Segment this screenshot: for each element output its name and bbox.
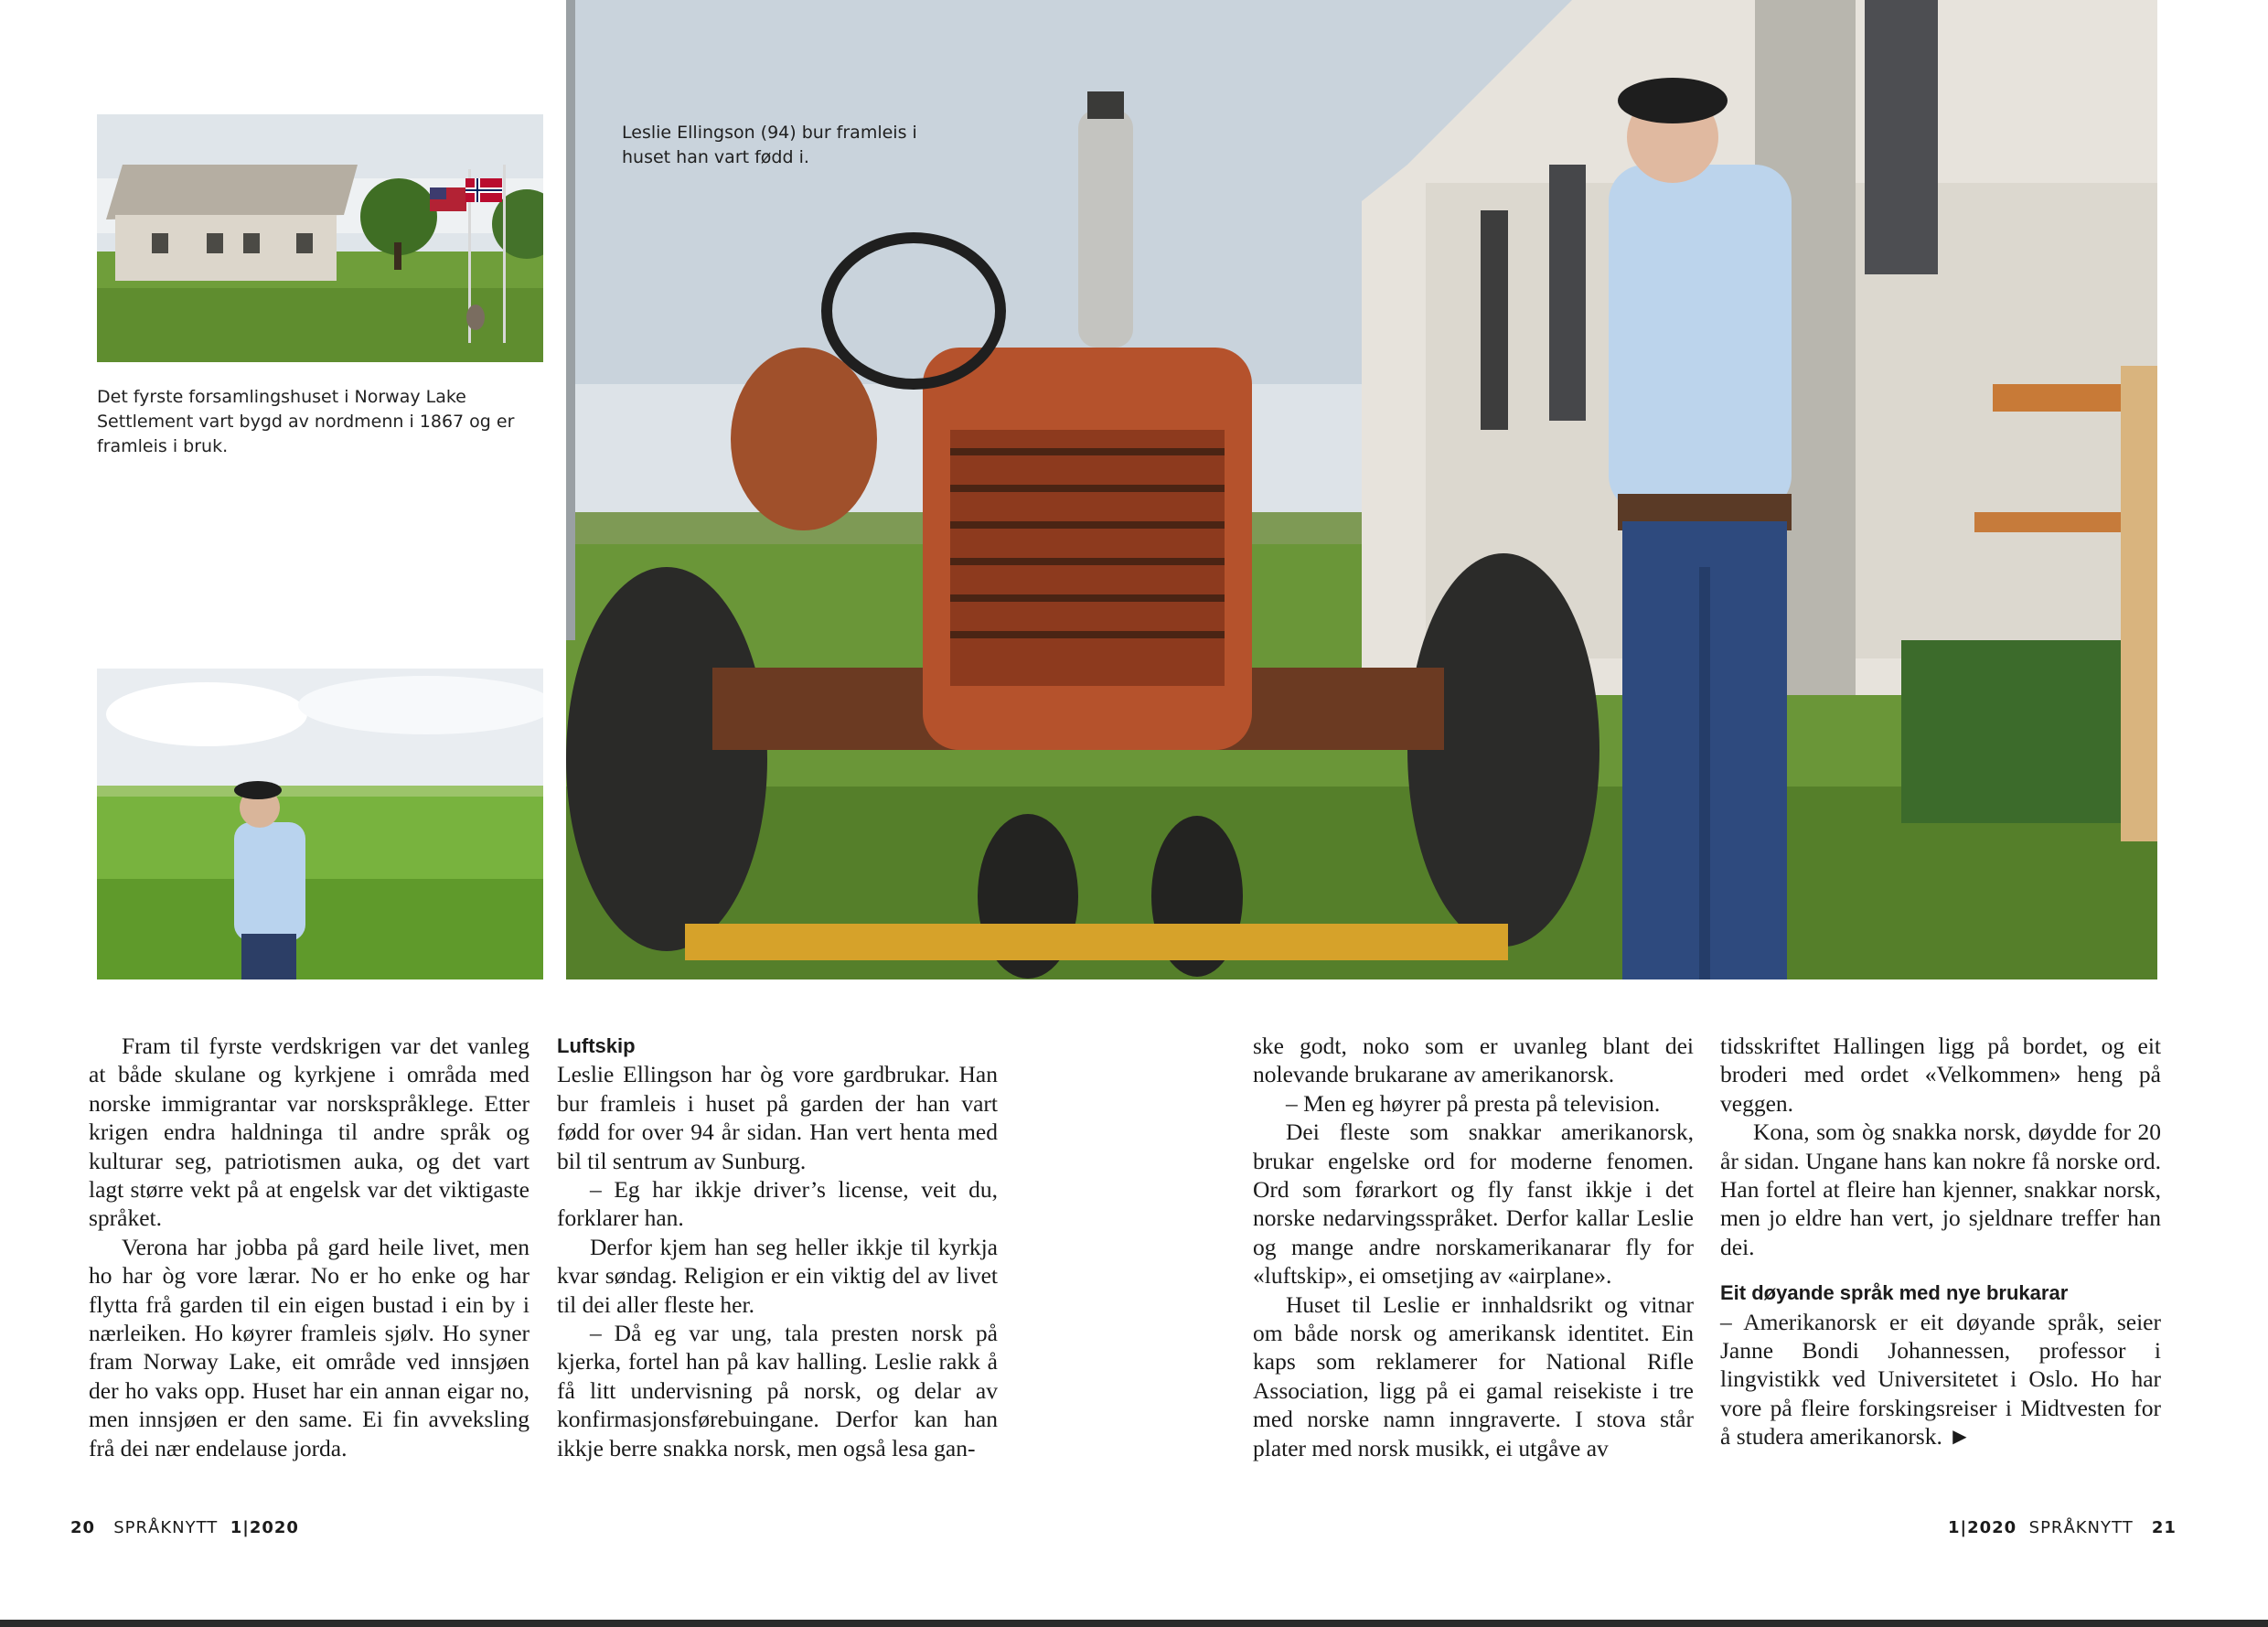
walking-man-photo	[97, 669, 543, 979]
section-heading-luftskip: Luftskip	[557, 1034, 636, 1057]
paragraph: – Då eg var ung, tala presten norsk på kjerka, fortel han på kav halling. Leslie rakk å få litt undervisning på norsk, og delar av konfirmasjonsførebuingane. Derfor kan han ikkje berre snakka norsk, men også lesa gan-	[557, 1320, 998, 1461]
text-column-1	[89, 1032, 530, 1462]
paragraph: Huset til Leslie er innhaldsrikt og vitnar om både norsk og amerikansk identitet. Ein kaps som reklamerer for National Rifle Association, ligg på ei gamal reisekiste i tre med norske namn inngraverte. I stova står plater med norsk musikk, ei utgåve av	[1253, 1290, 1694, 1461]
tractor-caption: Leslie Ellingson (94) bur framleis i huset han vart fødd i.	[622, 123, 917, 167]
bottom-rule	[0, 1620, 2268, 1627]
issue-right: 1|2020	[1948, 1518, 2017, 1537]
paragraph: Verona har jobba på gard heile livet, men ho har òg vore lærar. No er ho enke og har flytta frå garden til ein eigen bustad i ein by i nærleiken. Ho køyrer framleis sjølv. Ho syner fram Norway Lake, eit område ved innsjøen der ho vaks opp. Huset har ein annan eigar no, men innsjøen er den same. Ei fin avveksling frå dei nær endelause jorda.	[89, 1233, 530, 1461]
paragraph: – Men eg høyrer på presta på television.	[1286, 1089, 1661, 1117]
page-number-left: 20	[70, 1518, 96, 1537]
issue-left: 1|2020	[230, 1518, 299, 1537]
page-number-right: 21	[2151, 1518, 2177, 1537]
paragraph: Leslie Ellingson har òg vore gardbrukar. Han bur framleis i huset på garden der han vart fødd for over 94 år sidan. Han vert henta med bil til sentrum av Sunburg.	[557, 1061, 998, 1174]
text-column-4	[1720, 1032, 2161, 1451]
section-heading-doyande: Eit døyande språk med nye brukarar	[1720, 1281, 2069, 1305]
magazine-name-right: SPRÅKNYTT	[2028, 1518, 2134, 1537]
magazine-name-left: SPRÅKNYTT	[113, 1518, 219, 1537]
text-column-3	[1253, 1032, 1694, 1462]
paragraph: tidsskriftet Hallingen ligg på bordet, og eit broderi med ordet «Velkommen» heng på veggen.	[1720, 1033, 2161, 1117]
paragraph: – Eg har ikkje driver’s license, veit du, forklarer han.	[557, 1176, 998, 1232]
paragraph: Dei fleste som snakkar amerikanorsk, brukar engelske ord for moderne fenomen. Ord som førarkort og fly fanst ikkje i det norske nedarvingsspråket. Derfor kallar Leslie og mange andre norskamerikanarar fly for «luftskip», ei omsetjing av «airplane».	[1253, 1119, 1694, 1290]
paragraph: – Amerikanorsk er eit døyande språk, seier Janne Bondi Johannessen, professor i lingvistikk ved Universitetet i Oslo. Ho har vore på fleire forskingsreiser i Midtvesten for å studera amerikanorsk. ►	[1720, 1308, 2161, 1450]
text-column-2	[557, 1032, 998, 1462]
church-photo	[97, 114, 543, 362]
paragraph: Fram til fyrste verdskrigen var det vanleg at både skulane og kyrkjene i områda med norske immigrantar var norskspråklege. Etter krigen endra haldninga til andre språk og kulturar seg, patriotismen auka, og det vart lagt større vekt på at engelsk var det viktigaste språket.	[89, 1033, 530, 1232]
paragraph: Kona, som òg snakka norsk, døydde for 20 år sidan. Ungane hans kan nokre få norske ord. Han fortel at fleire han kjenner, snakkar norsk, men jo eldre han vert, jo sjeldnare treffer han dei.	[1720, 1119, 2161, 1260]
paragraph: ske godt, noko som er uvanleg blant dei nolevande brukarane av amerikanorsk.	[1253, 1033, 1694, 1088]
folio-right	[1948, 1518, 2177, 1537]
folio-left	[70, 1518, 299, 1537]
paragraph: Derfor kjem han seg heller ikkje til kyrkja kvar søndag. Religion er ein viktig del av livet til dei aller fleste her.	[557, 1233, 998, 1318]
church-caption: Det fyrste forsamlingshuset i Norway Lake Settlement vart bygd av nordmenn i 1867 og er framleis i bruk.	[97, 387, 515, 456]
